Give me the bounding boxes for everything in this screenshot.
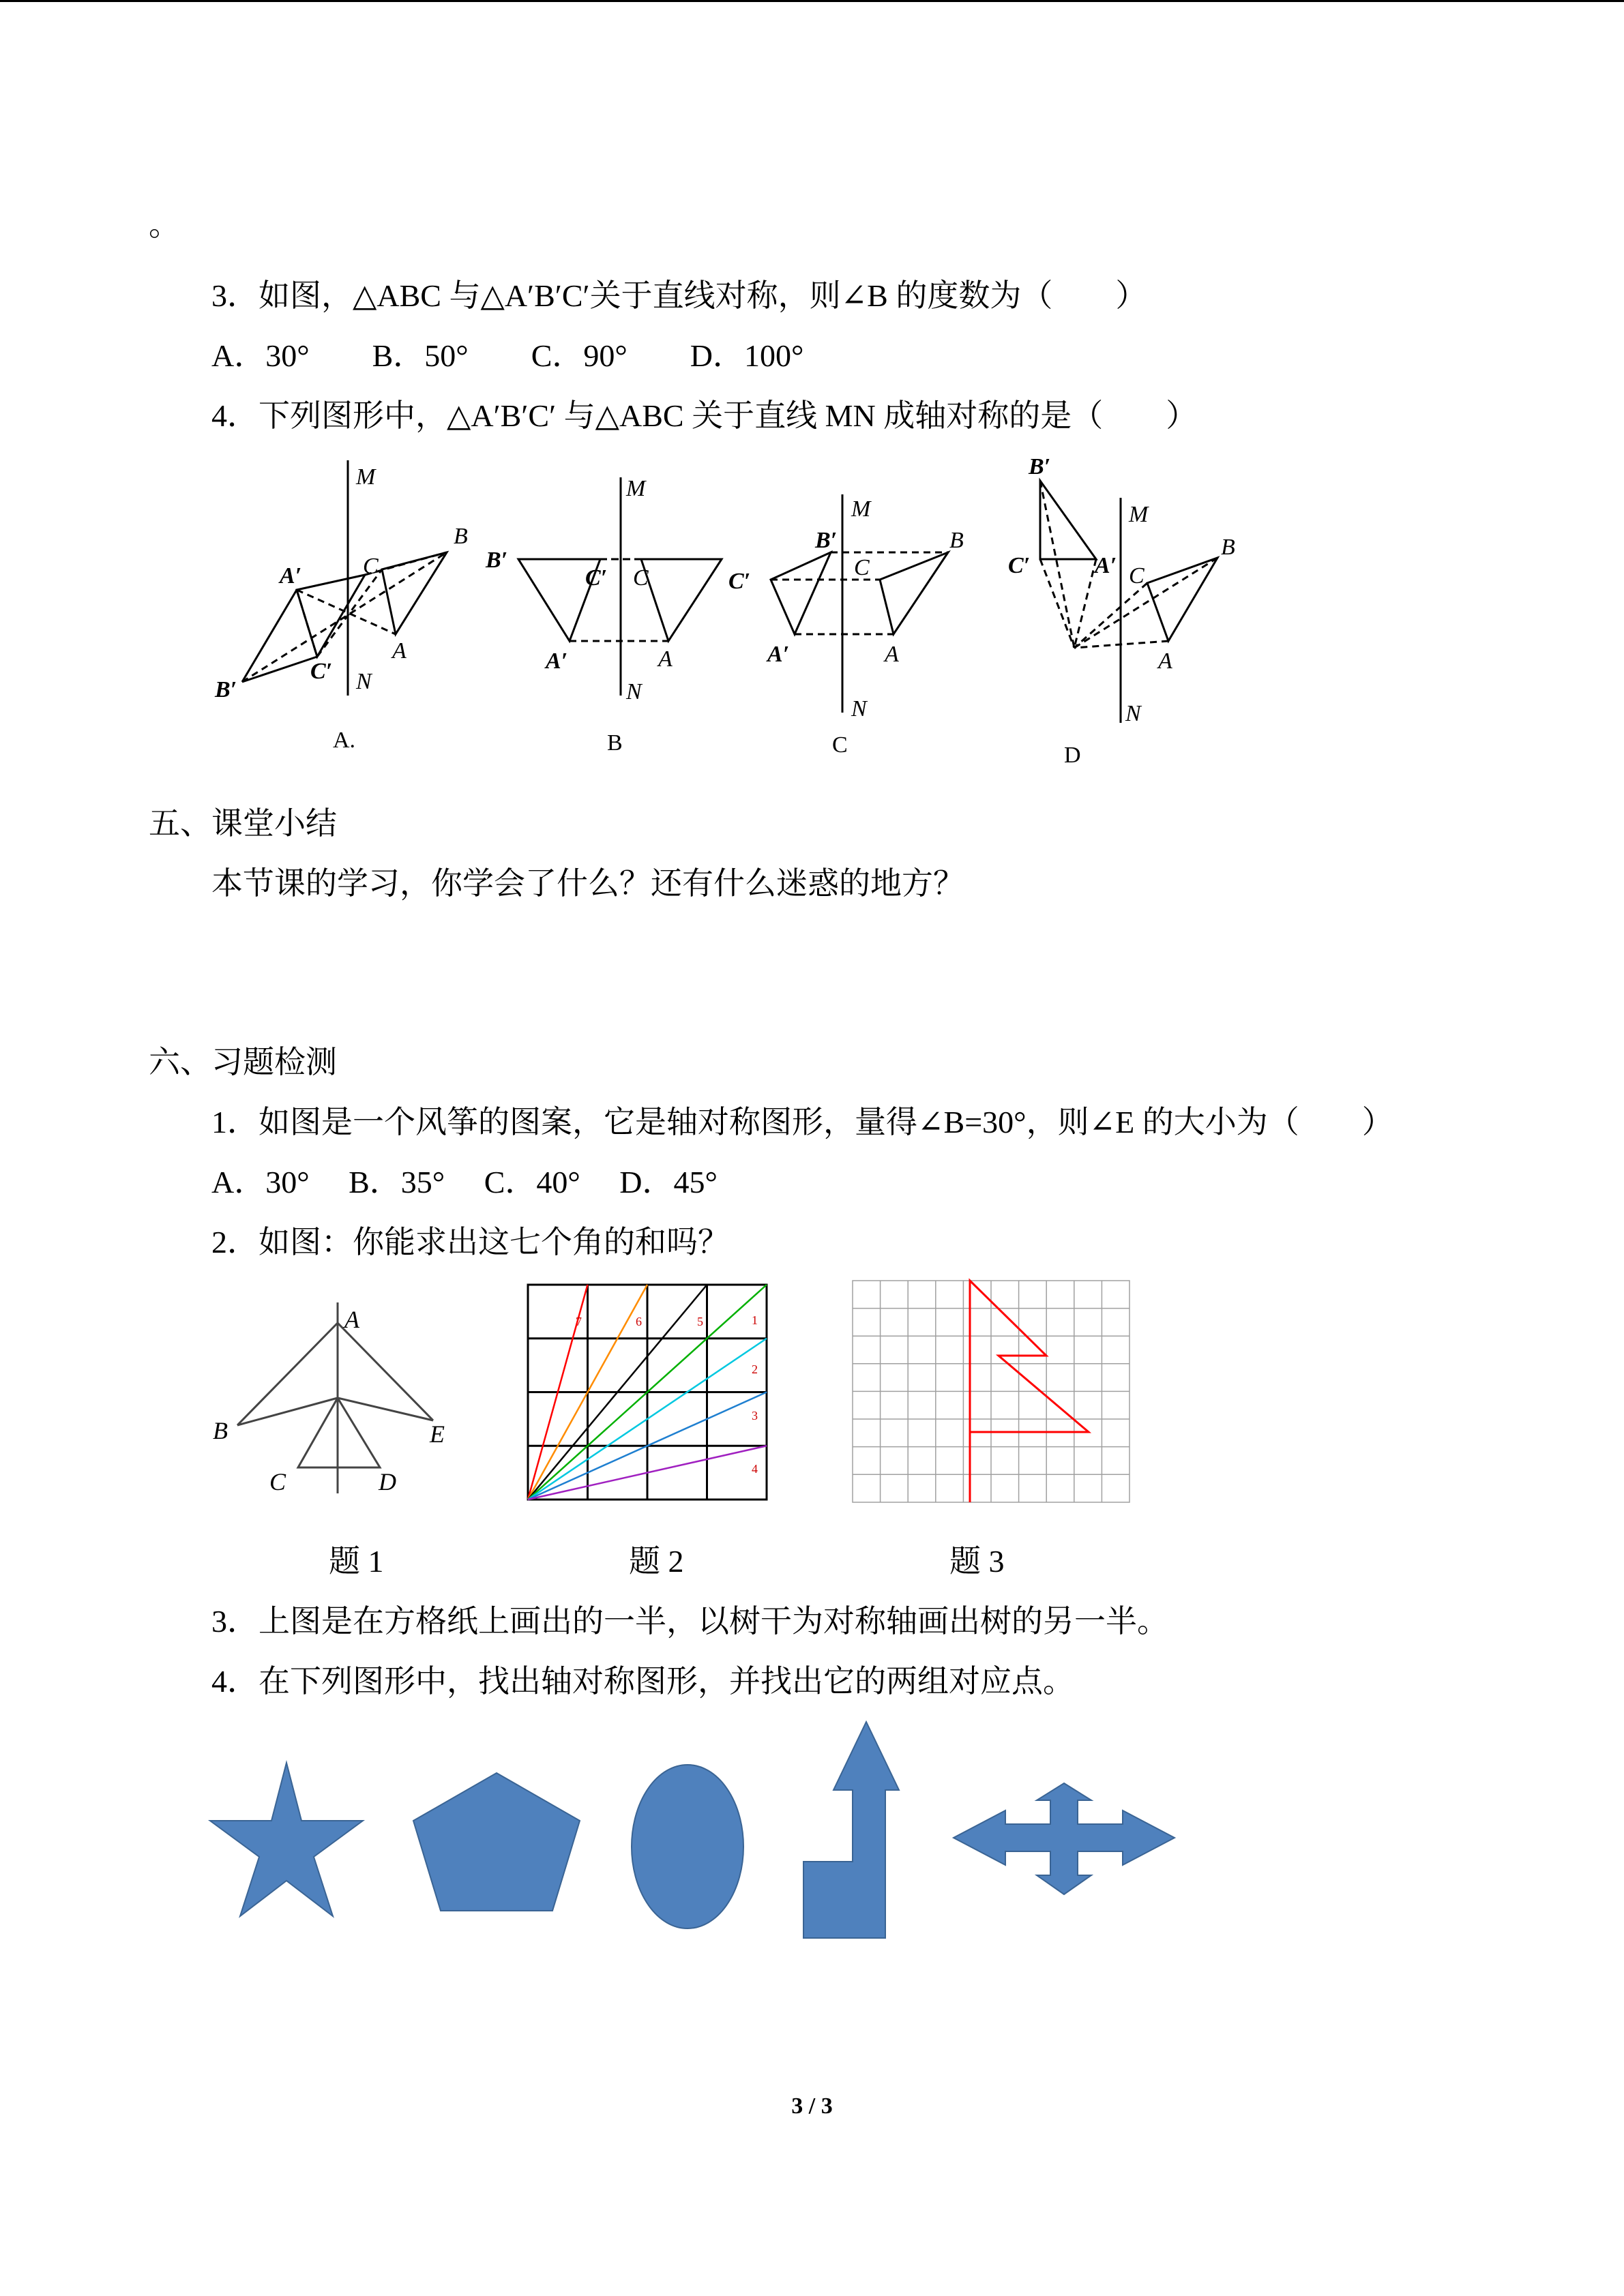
section-5-title: 五、课堂小结: [149, 806, 337, 841]
angles-grid-figure: [527, 1283, 771, 1503]
ellipse-shape: [632, 1765, 743, 1928]
fig-c-label-cp: C′: [728, 569, 751, 594]
fig-d-label-m: M: [1129, 502, 1149, 527]
fig-b-caption: B: [607, 730, 623, 756]
fig-c-label-ap: A′: [767, 642, 790, 667]
kite-label-b: B: [213, 1417, 228, 1444]
fig-b-label-n: N: [626, 679, 642, 704]
fig-c-label-c: C: [854, 555, 870, 580]
angle-number-3: 3: [752, 1409, 758, 1422]
section-6-question-4: 4．在下列图形中，找出轴对称图形，并找出它的两组对应点。: [211, 1664, 1074, 1699]
star-shape: [210, 1763, 363, 1916]
angle-number-5: 5: [697, 1315, 703, 1328]
page-top-border: [0, 0, 1624, 2]
kite-label-e: E: [430, 1420, 445, 1448]
fig-c-label-a: A: [885, 642, 899, 667]
fig-a-label-bp: B′: [215, 677, 237, 702]
fig-a-label-a: A: [392, 638, 407, 664]
fig-a-caption: A.: [333, 728, 356, 753]
fig-a-label-c: C: [363, 554, 379, 579]
fig-d-label-cp: C′: [1008, 553, 1031, 578]
fig-a-label-n: N: [356, 669, 372, 694]
fig-a-label-b: B: [454, 524, 468, 549]
fig-d-caption: D: [1064, 743, 1081, 768]
page-number: 3 / 3: [791, 2093, 833, 2119]
angle-number-1: 1: [752, 1313, 758, 1327]
fig-d-label-b: B: [1221, 535, 1235, 560]
fig-c-label-m: M: [851, 496, 871, 522]
fig-d-label-n: N: [1125, 701, 1141, 726]
kite-label-d: D: [379, 1468, 396, 1495]
half-tree-grid-figure: [851, 1279, 1132, 1506]
fig-b-label-ap: A′: [546, 648, 568, 674]
question-3-options: A．30° B．50° C．90° D．100°: [211, 338, 804, 373]
angle-number-4: 4: [752, 1462, 758, 1476]
section-6-question-1: 1．如图是一个风筝的图案，它是轴对称图形，量得∠B=30°，则∠E 的大小为（ ）: [211, 1105, 1393, 1139]
fig-d-label-bp: B′: [1029, 454, 1051, 479]
fig-d-label-ap: A′: [1095, 553, 1117, 578]
question-3: 3．如图，△ABC 与△A′B′C′关于直线对称，则∠B 的度数为（ ）: [211, 278, 1147, 313]
four-way-arrow-shape: [954, 1783, 1175, 1894]
fig-c-label-n: N: [851, 696, 867, 721]
fig-c-label-b: B: [949, 528, 964, 553]
fig-1-caption: 题 1: [329, 1544, 384, 1579]
angle-number-7: 7: [576, 1315, 582, 1328]
fig-3-caption: 题 3: [949, 1544, 1005, 1579]
pentagon-shape: [413, 1773, 580, 1911]
section-6-title: 六、习题检测: [149, 1045, 337, 1079]
kite-label-c: C: [269, 1468, 286, 1495]
text-fragment: 。: [149, 207, 180, 242]
fig-b-label-m: M: [626, 476, 646, 501]
fig-b-label-c: C: [633, 565, 649, 591]
fig-d-label-a: A: [1158, 648, 1172, 674]
up-arrow-l-shape: [803, 1722, 899, 1938]
section-6-question-1-options: A．30° B．35° C．40° D．45°: [211, 1165, 718, 1199]
fig-b-label-cp: C′: [585, 565, 608, 591]
q4-figures: [205, 453, 1282, 774]
section-5-body: 本节课的学习，你学会了什么？还有什么迷惑的地方？: [211, 866, 964, 901]
fig-b-label-bp: B′: [486, 548, 508, 573]
section-6-question-2: 2．如图：你能求出这七个角的和吗？: [211, 1225, 729, 1259]
section-6-question-3: 3．上图是在方格纸上画出的一半，以树干为对称轴画出树的另一半。: [211, 1604, 1168, 1639]
fig-d-label-c: C: [1129, 563, 1145, 588]
fig-c-caption: C: [832, 732, 848, 758]
fig-a-label-m: M: [356, 464, 376, 490]
question-4: 4．下列图形中，△A′B′C′ 与△ABC 关于直线 MN 成轴对称的是（ ）: [211, 398, 1198, 433]
kite-figure: [205, 1299, 464, 1504]
angle-number-2: 2: [752, 1362, 758, 1376]
fig-2-caption: 题 2: [629, 1544, 684, 1579]
angle-number-6: 6: [636, 1315, 642, 1328]
fig-b-label-a: A: [658, 646, 673, 672]
fig-c-label-bp: B′: [815, 528, 838, 553]
fig-a-label-ap: A′: [280, 563, 302, 588]
arrow-shapes: [798, 1718, 1180, 1950]
fig-a-label-cp: C′: [310, 659, 333, 684]
kite-label-a: A: [344, 1306, 359, 1333]
